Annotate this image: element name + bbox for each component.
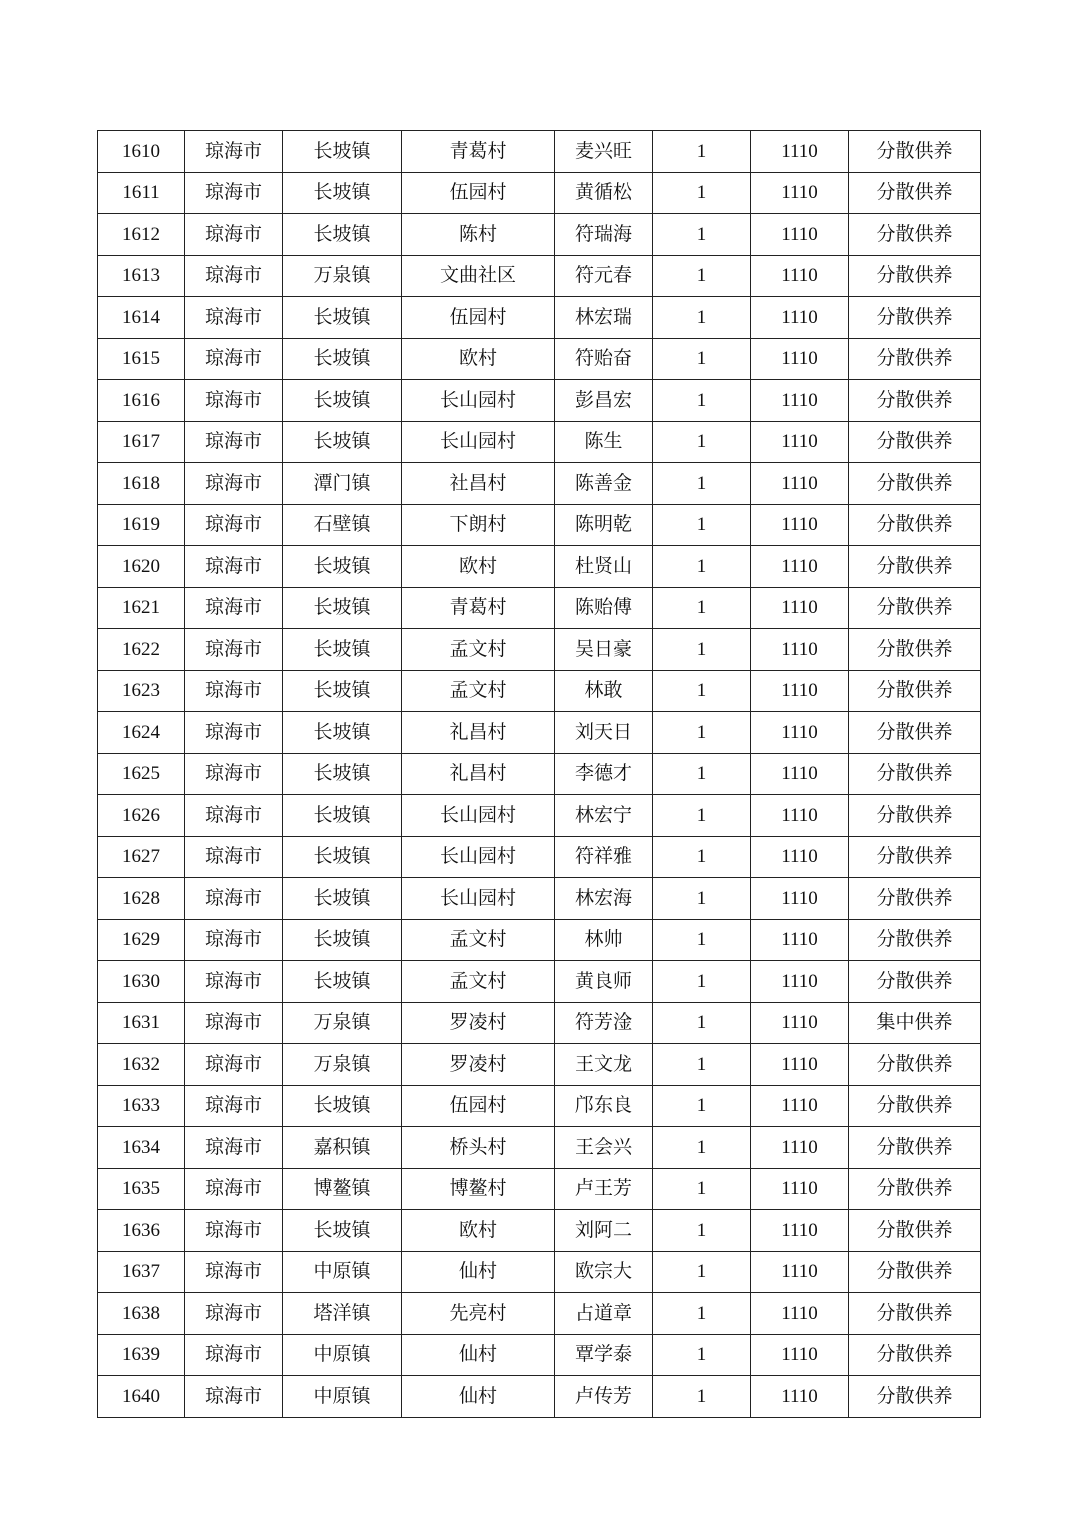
person-name-cell: 林宏海	[555, 878, 653, 920]
support-type-cell: 分散供养	[849, 1376, 981, 1418]
village-cell: 长山园村	[402, 795, 555, 837]
count-cell: 1	[653, 836, 751, 878]
amount-cell: 1110	[751, 878, 849, 920]
city-cell: 琼海市	[185, 421, 283, 463]
count-cell: 1	[653, 670, 751, 712]
person-name-cell: 占道章	[555, 1293, 653, 1335]
support-type-cell: 分散供养	[849, 380, 981, 422]
amount-cell: 1110	[751, 463, 849, 505]
serial-number-cell: 1613	[98, 255, 185, 297]
town-cell: 长坡镇	[283, 1085, 402, 1127]
amount-cell: 1110	[751, 1210, 849, 1252]
table-row	[98, 961, 981, 1003]
support-type-cell: 分散供养	[849, 753, 981, 795]
town-cell: 长坡镇	[283, 961, 402, 1003]
count-cell: 1	[653, 1085, 751, 1127]
serial-number-cell: 1618	[98, 463, 185, 505]
town-cell: 长坡镇	[283, 836, 402, 878]
village-cell: 桥头村	[402, 1127, 555, 1169]
support-type-cell: 分散供养	[849, 214, 981, 256]
table-row	[98, 297, 981, 339]
serial-number-cell: 1615	[98, 338, 185, 380]
table-row	[98, 504, 981, 546]
person-name-cell: 王文龙	[555, 1044, 653, 1086]
village-cell: 孟文村	[402, 670, 555, 712]
amount-cell: 1110	[751, 255, 849, 297]
serial-number-cell: 1610	[98, 131, 185, 173]
town-cell: 长坡镇	[283, 172, 402, 214]
count-cell: 1	[653, 338, 751, 380]
town-cell: 长坡镇	[283, 712, 402, 754]
village-cell: 文曲社区	[402, 255, 555, 297]
count-cell: 1	[653, 1334, 751, 1376]
table-row	[98, 421, 981, 463]
person-name-cell: 陈生	[555, 421, 653, 463]
table-row	[98, 1044, 981, 1086]
amount-cell: 1110	[751, 961, 849, 1003]
village-cell: 仙村	[402, 1334, 555, 1376]
village-cell: 孟文村	[402, 961, 555, 1003]
amount-cell: 1110	[751, 795, 849, 837]
village-cell: 长山园村	[402, 380, 555, 422]
support-type-cell: 分散供养	[849, 878, 981, 920]
support-type-cell: 分散供养	[849, 1127, 981, 1169]
table-row	[98, 1002, 981, 1044]
support-type-cell: 分散供养	[849, 795, 981, 837]
village-cell: 欧村	[402, 546, 555, 588]
count-cell: 1	[653, 753, 751, 795]
count-cell: 1	[653, 878, 751, 920]
support-type-cell: 分散供养	[849, 712, 981, 754]
person-name-cell: 刘天日	[555, 712, 653, 754]
serial-number-cell: 1631	[98, 1002, 185, 1044]
city-cell: 琼海市	[185, 795, 283, 837]
village-cell: 孟文村	[402, 629, 555, 671]
village-cell: 欧村	[402, 1210, 555, 1252]
table-row	[98, 795, 981, 837]
support-type-cell: 分散供养	[849, 836, 981, 878]
count-cell: 1	[653, 421, 751, 463]
serial-number-cell: 1634	[98, 1127, 185, 1169]
support-type-cell: 分散供养	[849, 463, 981, 505]
amount-cell: 1110	[751, 919, 849, 961]
city-cell: 琼海市	[185, 214, 283, 256]
person-name-cell: 欧宗大	[555, 1251, 653, 1293]
person-name-cell: 卢传芳	[555, 1376, 653, 1418]
table-row	[98, 1168, 981, 1210]
person-name-cell: 麦兴旺	[555, 131, 653, 173]
support-type-cell: 分散供养	[849, 919, 981, 961]
serial-number-cell: 1625	[98, 753, 185, 795]
amount-cell: 1110	[751, 670, 849, 712]
serial-number-cell: 1639	[98, 1334, 185, 1376]
town-cell: 万泉镇	[283, 1044, 402, 1086]
count-cell: 1	[653, 712, 751, 754]
city-cell: 琼海市	[185, 1334, 283, 1376]
serial-number-cell: 1626	[98, 795, 185, 837]
amount-cell: 1110	[751, 214, 849, 256]
table-row	[98, 712, 981, 754]
serial-number-cell: 1628	[98, 878, 185, 920]
amount-cell: 1110	[751, 172, 849, 214]
town-cell: 长坡镇	[283, 670, 402, 712]
village-cell: 下朗村	[402, 504, 555, 546]
support-type-cell: 分散供养	[849, 338, 981, 380]
table-row	[98, 338, 981, 380]
count-cell: 1	[653, 1293, 751, 1335]
town-cell: 长坡镇	[283, 587, 402, 629]
serial-number-cell: 1619	[98, 504, 185, 546]
person-name-cell: 邝东良	[555, 1085, 653, 1127]
amount-cell: 1110	[751, 1085, 849, 1127]
count-cell: 1	[653, 172, 751, 214]
person-name-cell: 符元春	[555, 255, 653, 297]
village-cell: 欧村	[402, 338, 555, 380]
city-cell: 琼海市	[185, 1127, 283, 1169]
city-cell: 琼海市	[185, 878, 283, 920]
table-row	[98, 587, 981, 629]
person-name-cell: 林敢	[555, 670, 653, 712]
count-cell: 1	[653, 629, 751, 671]
support-type-cell: 分散供养	[849, 961, 981, 1003]
count-cell: 1	[653, 255, 751, 297]
table-row	[98, 546, 981, 588]
serial-number-cell: 1637	[98, 1251, 185, 1293]
support-type-cell: 分散供养	[849, 131, 981, 173]
serial-number-cell: 1632	[98, 1044, 185, 1086]
table-row	[98, 1210, 981, 1252]
amount-cell: 1110	[751, 1334, 849, 1376]
town-cell: 塔洋镇	[283, 1293, 402, 1335]
support-type-cell: 分散供养	[849, 546, 981, 588]
amount-cell: 1110	[751, 1168, 849, 1210]
table-row	[98, 670, 981, 712]
person-name-cell: 卢王芳	[555, 1168, 653, 1210]
amount-cell: 1110	[751, 1376, 849, 1418]
person-name-cell: 黄循松	[555, 172, 653, 214]
amount-cell: 1110	[751, 1044, 849, 1086]
person-name-cell: 符祥雅	[555, 836, 653, 878]
support-type-cell: 分散供养	[849, 1334, 981, 1376]
table-row	[98, 131, 981, 173]
support-type-cell: 分散供养	[849, 255, 981, 297]
village-cell: 博鳌村	[402, 1168, 555, 1210]
count-cell: 1	[653, 463, 751, 505]
person-name-cell: 吴日豪	[555, 629, 653, 671]
support-type-cell: 分散供养	[849, 1251, 981, 1293]
amount-cell: 1110	[751, 587, 849, 629]
support-type-cell: 分散供养	[849, 1293, 981, 1335]
town-cell: 万泉镇	[283, 1002, 402, 1044]
town-cell: 万泉镇	[283, 255, 402, 297]
support-type-cell: 分散供养	[849, 1044, 981, 1086]
serial-number-cell: 1629	[98, 919, 185, 961]
table-row	[98, 1376, 981, 1418]
city-cell: 琼海市	[185, 1085, 283, 1127]
count-cell: 1	[653, 1002, 751, 1044]
village-cell: 陈村	[402, 214, 555, 256]
city-cell: 琼海市	[185, 919, 283, 961]
town-cell: 长坡镇	[283, 131, 402, 173]
town-cell: 博鳌镇	[283, 1168, 402, 1210]
amount-cell: 1110	[751, 380, 849, 422]
support-type-cell: 集中供养	[849, 1002, 981, 1044]
village-cell: 罗凌村	[402, 1002, 555, 1044]
village-cell: 伍园村	[402, 1085, 555, 1127]
serial-number-cell: 1614	[98, 297, 185, 339]
city-cell: 琼海市	[185, 172, 283, 214]
support-type-cell: 分散供养	[849, 629, 981, 671]
city-cell: 琼海市	[185, 504, 283, 546]
amount-cell: 1110	[751, 297, 849, 339]
count-cell: 1	[653, 214, 751, 256]
town-cell: 潭门镇	[283, 463, 402, 505]
town-cell: 长坡镇	[283, 546, 402, 588]
city-cell: 琼海市	[185, 463, 283, 505]
serial-number-cell: 1640	[98, 1376, 185, 1418]
table-row	[98, 1251, 981, 1293]
village-cell: 长山园村	[402, 836, 555, 878]
city-cell: 琼海市	[185, 1210, 283, 1252]
person-name-cell: 符瑞海	[555, 214, 653, 256]
count-cell: 1	[653, 131, 751, 173]
count-cell: 1	[653, 297, 751, 339]
city-cell: 琼海市	[185, 1168, 283, 1210]
person-name-cell: 符芳淦	[555, 1002, 653, 1044]
person-name-cell: 陈明乾	[555, 504, 653, 546]
city-cell: 琼海市	[185, 1251, 283, 1293]
count-cell: 1	[653, 587, 751, 629]
serial-number-cell: 1620	[98, 546, 185, 588]
town-cell: 中原镇	[283, 1251, 402, 1293]
serial-number-cell: 1612	[98, 214, 185, 256]
village-cell: 孟文村	[402, 919, 555, 961]
table-row	[98, 1085, 981, 1127]
serial-number-cell: 1638	[98, 1293, 185, 1335]
amount-cell: 1110	[751, 421, 849, 463]
village-cell: 青葛村	[402, 587, 555, 629]
person-name-cell: 林宏宁	[555, 795, 653, 837]
town-cell: 长坡镇	[283, 795, 402, 837]
table-row	[98, 463, 981, 505]
serial-number-cell: 1636	[98, 1210, 185, 1252]
village-cell: 仙村	[402, 1251, 555, 1293]
table-row	[98, 878, 981, 920]
village-cell: 礼昌村	[402, 753, 555, 795]
table-body	[98, 131, 981, 1418]
table-row	[98, 836, 981, 878]
table-row	[98, 1293, 981, 1335]
serial-number-cell: 1617	[98, 421, 185, 463]
village-cell: 仙村	[402, 1376, 555, 1418]
support-type-cell: 分散供养	[849, 504, 981, 546]
village-cell: 伍园村	[402, 172, 555, 214]
village-cell: 青葛村	[402, 131, 555, 173]
amount-cell: 1110	[751, 712, 849, 754]
town-cell: 长坡镇	[283, 629, 402, 671]
serial-number-cell: 1633	[98, 1085, 185, 1127]
table-row	[98, 214, 981, 256]
town-cell: 嘉积镇	[283, 1127, 402, 1169]
city-cell: 琼海市	[185, 670, 283, 712]
table-row	[98, 753, 981, 795]
table-row	[98, 629, 981, 671]
person-name-cell: 林帅	[555, 919, 653, 961]
town-cell: 长坡镇	[283, 753, 402, 795]
town-cell: 长坡镇	[283, 380, 402, 422]
city-cell: 琼海市	[185, 753, 283, 795]
town-cell: 中原镇	[283, 1376, 402, 1418]
city-cell: 琼海市	[185, 297, 283, 339]
village-cell: 长山园村	[402, 421, 555, 463]
table-row	[98, 255, 981, 297]
village-cell: 社昌村	[402, 463, 555, 505]
serial-number-cell: 1611	[98, 172, 185, 214]
city-cell: 琼海市	[185, 338, 283, 380]
table-row	[98, 1127, 981, 1169]
city-cell: 琼海市	[185, 587, 283, 629]
serial-number-cell: 1621	[98, 587, 185, 629]
count-cell: 1	[653, 1168, 751, 1210]
count-cell: 1	[653, 919, 751, 961]
count-cell: 1	[653, 546, 751, 588]
town-cell: 长坡镇	[283, 214, 402, 256]
count-cell: 1	[653, 1376, 751, 1418]
person-name-cell: 王会兴	[555, 1127, 653, 1169]
city-cell: 琼海市	[185, 836, 283, 878]
person-name-cell: 陈贻傅	[555, 587, 653, 629]
amount-cell: 1110	[751, 1002, 849, 1044]
village-cell: 罗凌村	[402, 1044, 555, 1086]
town-cell: 长坡镇	[283, 338, 402, 380]
count-cell: 1	[653, 380, 751, 422]
serial-number-cell: 1635	[98, 1168, 185, 1210]
town-cell: 长坡镇	[283, 878, 402, 920]
amount-cell: 1110	[751, 1127, 849, 1169]
village-cell: 先亮村	[402, 1293, 555, 1335]
city-cell: 琼海市	[185, 1002, 283, 1044]
count-cell: 1	[653, 961, 751, 1003]
village-cell: 长山园村	[402, 878, 555, 920]
table-row	[98, 172, 981, 214]
table-row	[98, 919, 981, 961]
support-type-cell: 分散供养	[849, 297, 981, 339]
amount-cell: 1110	[751, 131, 849, 173]
table-row	[98, 380, 981, 422]
serial-number-cell: 1623	[98, 670, 185, 712]
support-type-cell: 分散供养	[849, 1168, 981, 1210]
village-cell: 伍园村	[402, 297, 555, 339]
amount-cell: 1110	[751, 546, 849, 588]
city-cell: 琼海市	[185, 961, 283, 1003]
count-cell: 1	[653, 1210, 751, 1252]
serial-number-cell: 1630	[98, 961, 185, 1003]
person-name-cell: 黄良师	[555, 961, 653, 1003]
person-name-cell: 李德才	[555, 753, 653, 795]
city-cell: 琼海市	[185, 629, 283, 671]
person-name-cell: 陈善金	[555, 463, 653, 505]
city-cell: 琼海市	[185, 1376, 283, 1418]
count-cell: 1	[653, 504, 751, 546]
person-name-cell: 彭昌宏	[555, 380, 653, 422]
city-cell: 琼海市	[185, 1044, 283, 1086]
support-type-cell: 分散供养	[849, 172, 981, 214]
amount-cell: 1110	[751, 504, 849, 546]
serial-number-cell: 1627	[98, 836, 185, 878]
support-type-cell: 分散供养	[849, 1210, 981, 1252]
support-type-cell: 分散供养	[849, 421, 981, 463]
city-cell: 琼海市	[185, 1293, 283, 1335]
beneficiary-table	[97, 130, 981, 1418]
serial-number-cell: 1624	[98, 712, 185, 754]
table-row	[98, 1334, 981, 1376]
serial-number-cell: 1622	[98, 629, 185, 671]
count-cell: 1	[653, 795, 751, 837]
person-name-cell: 覃学泰	[555, 1334, 653, 1376]
city-cell: 琼海市	[185, 712, 283, 754]
count-cell: 1	[653, 1127, 751, 1169]
support-type-cell: 分散供养	[849, 670, 981, 712]
amount-cell: 1110	[751, 338, 849, 380]
support-type-cell: 分散供养	[849, 1085, 981, 1127]
town-cell: 石壁镇	[283, 504, 402, 546]
person-name-cell: 林宏瑞	[555, 297, 653, 339]
support-type-cell: 分散供养	[849, 587, 981, 629]
person-name-cell: 符贻奋	[555, 338, 653, 380]
amount-cell: 1110	[751, 836, 849, 878]
town-cell: 长坡镇	[283, 297, 402, 339]
town-cell: 长坡镇	[283, 919, 402, 961]
count-cell: 1	[653, 1044, 751, 1086]
town-cell: 长坡镇	[283, 421, 402, 463]
amount-cell: 1110	[751, 1251, 849, 1293]
town-cell: 长坡镇	[283, 1210, 402, 1252]
village-cell: 礼昌村	[402, 712, 555, 754]
count-cell: 1	[653, 1251, 751, 1293]
city-cell: 琼海市	[185, 380, 283, 422]
serial-number-cell: 1616	[98, 380, 185, 422]
person-name-cell: 杜贤山	[555, 546, 653, 588]
amount-cell: 1110	[751, 629, 849, 671]
city-cell: 琼海市	[185, 131, 283, 173]
city-cell: 琼海市	[185, 255, 283, 297]
amount-cell: 1110	[751, 753, 849, 795]
town-cell: 中原镇	[283, 1334, 402, 1376]
amount-cell: 1110	[751, 1293, 849, 1335]
person-name-cell: 刘阿二	[555, 1210, 653, 1252]
city-cell: 琼海市	[185, 546, 283, 588]
